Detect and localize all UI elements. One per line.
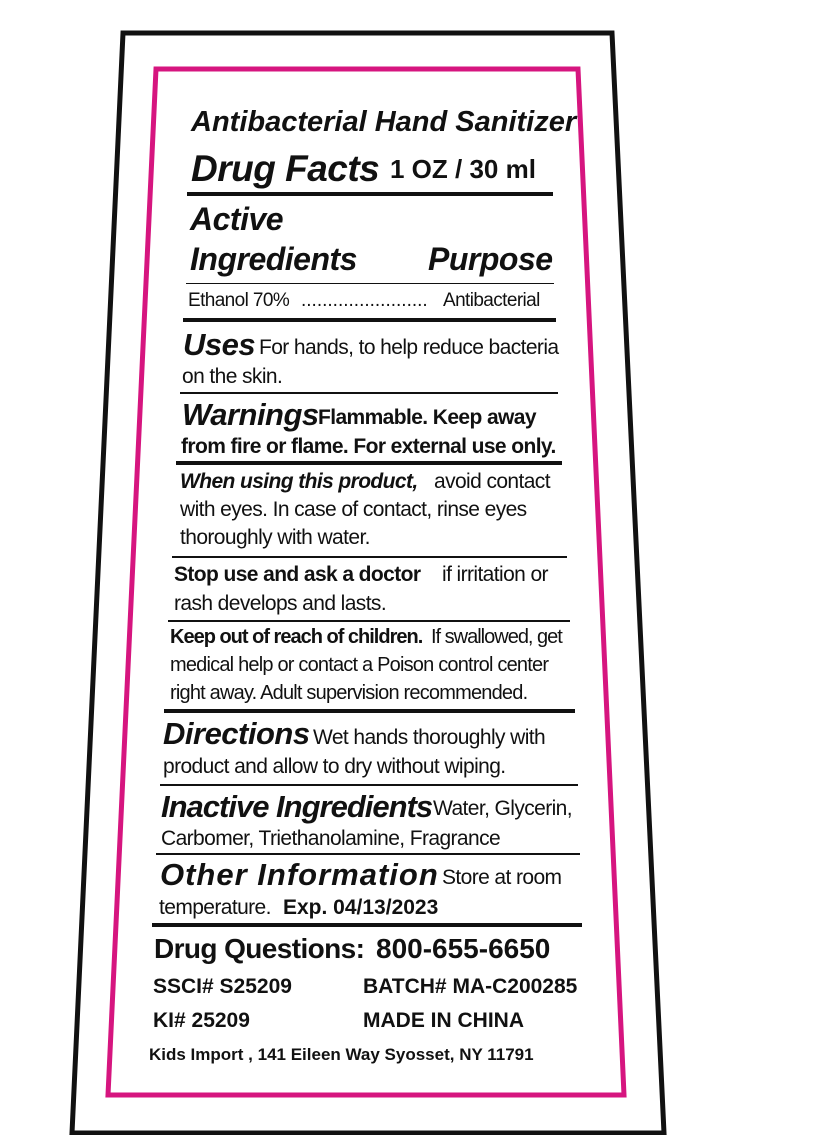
divider [164,709,575,713]
ki-number: KI# 25209 [153,1009,250,1032]
keep-out-text-2: medical help or contact a Poison control center [170,654,549,676]
when-using-text-2: with eyes. In case of contact, rinse eyes [180,498,527,521]
ingredient-name: Ethanol 70% [188,290,290,311]
when-using-text-3: thoroughly with water. [180,526,370,549]
uses-text-2: on the skin. [182,365,283,388]
size-label: 1 OZ / 30 ml [390,154,536,184]
drug-questions-phone: 800-655-6650 [376,933,551,964]
expiry-date: Exp. 04/13/2023 [283,896,439,919]
product-name: Antibacterial Hand Sanitizer [191,106,577,138]
divider [180,392,558,394]
ssci-number: SSCI# S25209 [153,975,292,998]
other-info-text-1: Store at room [442,866,562,889]
keep-out-text-1: If swallowed, get [431,626,562,648]
active-heading-2: Ingredients [190,241,357,277]
other-info-heading: Other Information [160,857,439,892]
divider [176,461,562,465]
ingredient-purpose: Antibacterial [443,290,540,311]
divider [186,283,554,284]
keep-out-text-3: right away. Adult supervision recommended. [170,682,528,704]
inactive-text-2: Carbomer, Triethanolamine, Fragrance [161,827,501,850]
batch-number: BATCH# MA-C200285 [363,975,578,998]
divider [172,556,567,558]
uses-text-1: For hands, to help reduce bacteria [259,336,559,359]
stop-use-text-2: rash develops and lasts. [174,592,387,615]
divider [152,923,582,927]
active-heading-1: Active [190,201,284,237]
stop-use-lead: Stop use and ask a doctor [174,563,421,586]
warnings-heading: Warnings [182,397,319,432]
other-info-text-2: temperature. [159,896,271,919]
stop-use-text-1: if irritation or [442,563,548,586]
divider [187,192,553,196]
divider [156,853,580,855]
company-address: Kids Import , 141 Eileen Way Syosset, NY 11791 [149,1045,534,1064]
directions-text-1: Wet hands thoroughly with [313,726,546,749]
purpose-heading: Purpose [428,241,553,277]
warnings-text-2: from fire or flame. For external use only. [181,435,556,458]
keep-out-lead: Keep out of reach of children. [170,626,423,648]
uses-heading: Uses [183,327,256,362]
divider [183,318,556,322]
directions-text-2: product and allow to dry without wiping. [163,755,506,778]
inactive-heading: Inactive Ingredients [161,789,433,824]
made-in: MADE IN CHINA [363,1009,524,1032]
when-using-text-1: avoid contact [434,470,550,493]
when-using-lead: When using this product, [180,470,418,493]
divider [168,620,570,622]
drug-facts-title: Drug Facts [191,148,380,189]
divider [160,784,578,786]
inactive-text-1: Water, Glycerin, [433,797,572,820]
ingredient-dots: ........................ [301,290,428,311]
warnings-text-1: Flammable. Keep away [318,406,536,429]
drug-questions-label: Drug Questions: [154,933,365,964]
directions-heading: Directions [163,716,310,751]
